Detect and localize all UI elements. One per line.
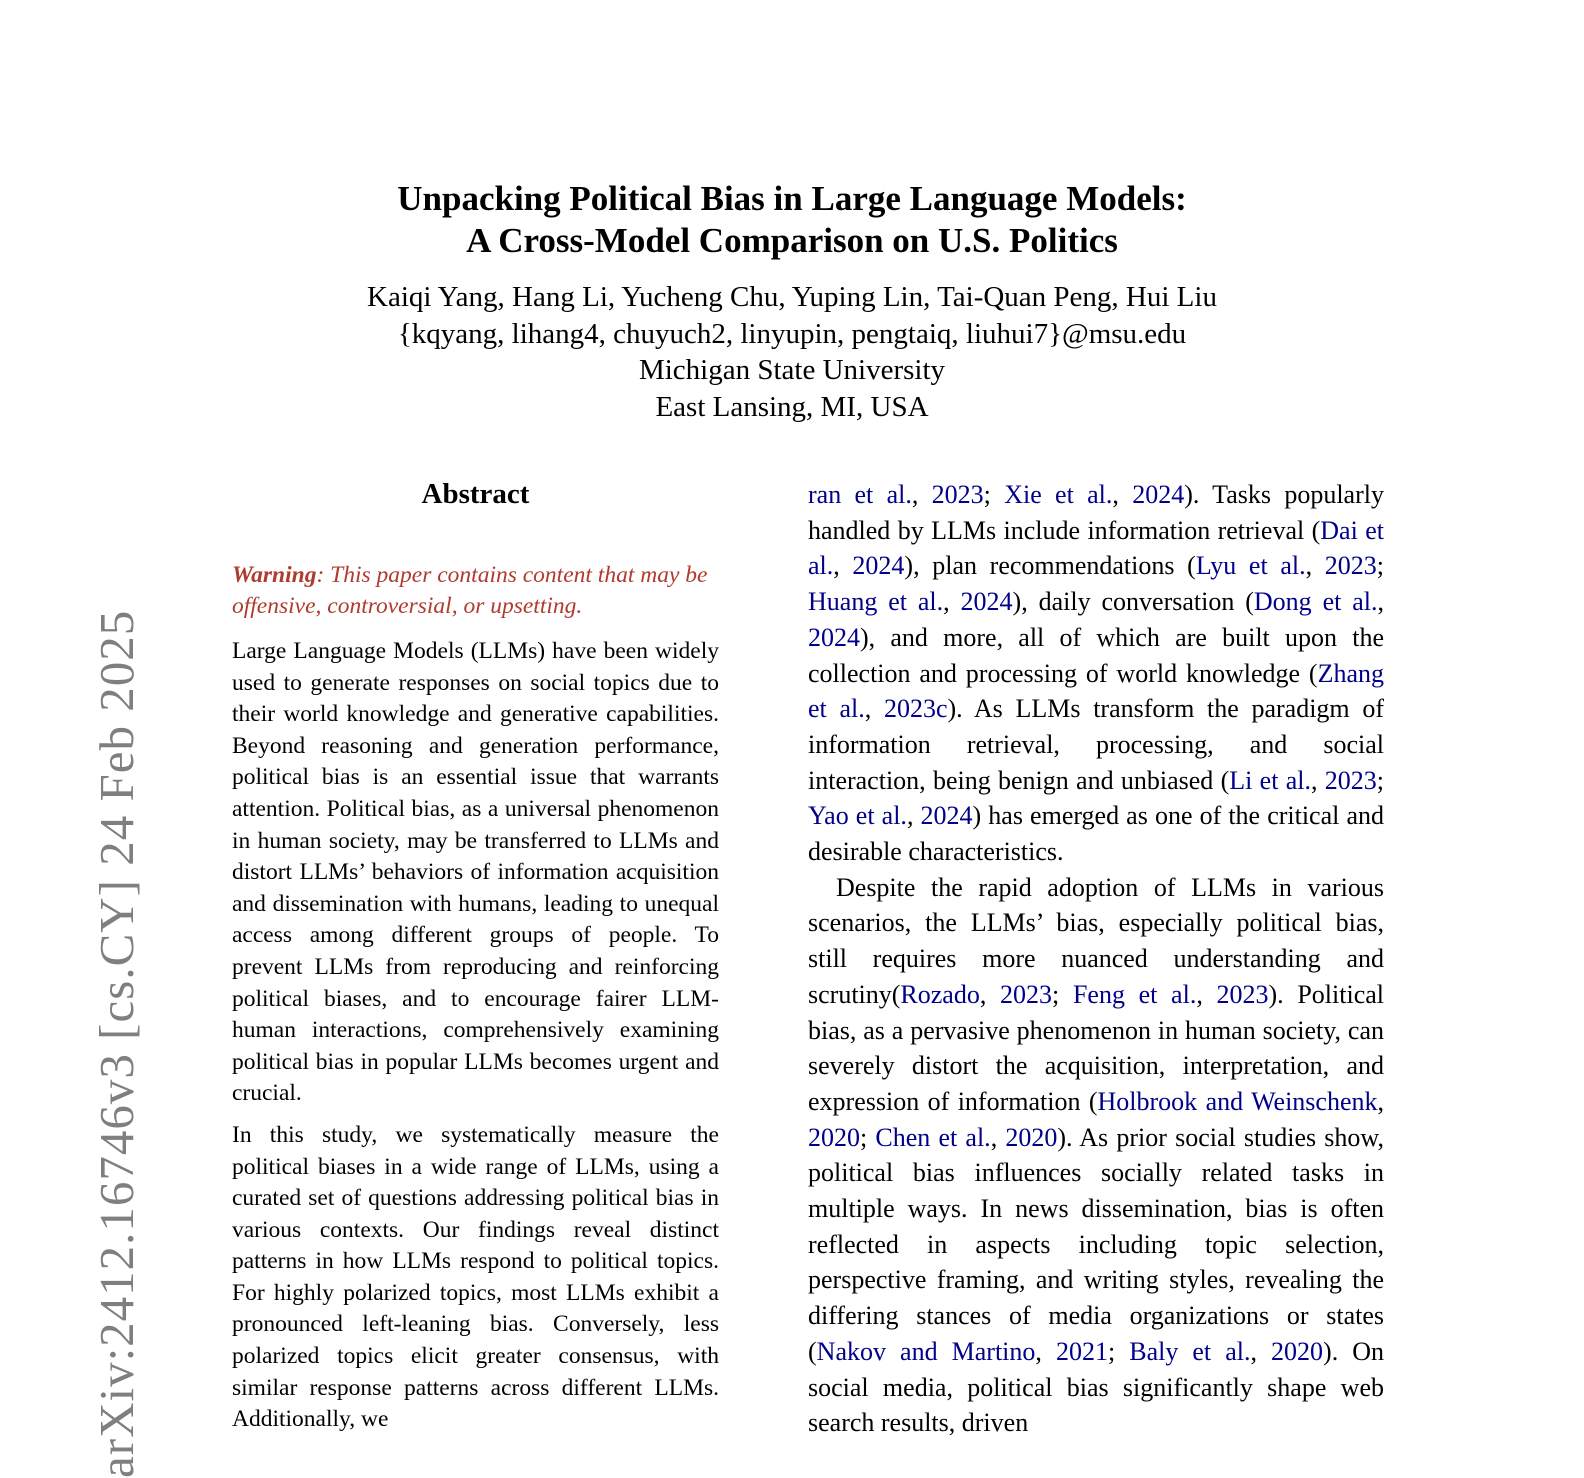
paragraph-text: , <box>1035 1336 1056 1366</box>
citation-link[interactable]: Li et al. <box>1229 765 1311 795</box>
paragraph-text: , <box>911 480 932 509</box>
citation-link[interactable]: Lyu et al. <box>1195 551 1306 581</box>
paragraph-text: , <box>906 801 921 831</box>
citation-link[interactable]: Rozado <box>900 979 980 1009</box>
paragraph-text: Despite the rapid adoption of LLMs in various scenarios, the LLMs’ bias, especially political bias, still requires more nuanced understanding and scrutiny( <box>808 872 1384 1009</box>
author-emails: {kqyang, lihang4, chuyuch2, linyupin, pengtaiq, liuhui7}@msu.edu <box>397 317 1187 350</box>
citation-link[interactable]: 2024 <box>920 801 973 831</box>
paragraph-text: ; <box>983 480 1005 509</box>
affiliation: Michigan State University <box>638 354 946 386</box>
citation-link[interactable]: Chen et al. <box>875 1122 991 1152</box>
citation-link[interactable]: 2023c <box>883 694 948 724</box>
content-warning <box>232 560 719 622</box>
warning-label: Warning <box>232 562 317 588</box>
author-list: Kaiqi Yang, Hang Li, Yucheng Chu, Yuping Lin, Tai-Quan Peng, Hui Liu <box>367 281 1217 313</box>
citation-link[interactable]: Zhang et al. <box>808 658 1384 724</box>
citation-link[interactable]: 2023 <box>1216 979 1269 1009</box>
title-line-1: Unpacking Political Bias in Large Language Models: <box>397 179 1187 218</box>
citation-link[interactable]: Feng et al. <box>1072 979 1197 1009</box>
paragraph-text: ; <box>860 1122 876 1152</box>
citation-link[interactable]: 2020 <box>808 1122 860 1152</box>
paragraph-text: ). As LLMs transform the paradigm of information retrieval, processing, and social interaction, being benign and unbiased ( <box>808 694 1384 795</box>
citation-link[interactable]: ran et al. <box>808 480 912 509</box>
paragraph-text: , <box>1377 587 1384 617</box>
paragraph-text: , <box>943 587 961 617</box>
citation-link[interactable]: Holbrook and Weinschenk <box>1097 1086 1378 1116</box>
abstract-paragraph-2: In this study, we systematically measure the political biases in a wide range of LLMs, using a curated set of questions addressing political bias in various contexts. Our findings reveal distinct patterns in how LLMs respond to political topics. For highly polarized topics, most LLMs exhibit a pronounced left-leaning bias. Conversely, less polarized topics elicit greater consensus, with similar response patterns across different LLMs. Additionally, we <box>232 1121 719 1433</box>
citation-link[interactable]: Nakov and Martino <box>816 1336 1036 1366</box>
citation-link[interactable]: 2024 <box>852 551 905 581</box>
left-column <box>232 474 719 1478</box>
citation-link[interactable]: 2024 <box>808 622 860 652</box>
paper-header <box>0 178 1584 425</box>
paragraph-text: , <box>979 979 1001 1009</box>
paragraph-text: ; <box>1107 1336 1130 1366</box>
paragraph-text: , <box>1310 765 1325 795</box>
arxiv-identifier-stamp: arXiv:2412.16746v3 [cs.CY] 24 Feb 2025 <box>89 609 144 1478</box>
paragraph-text: ; <box>1376 551 1384 581</box>
title-line-2: A Cross-Model Comparison on U.S. Politics <box>466 221 1118 260</box>
citation-link[interactable]: 2021 <box>1055 1336 1108 1366</box>
citation-link[interactable]: Huang et al. <box>808 587 944 617</box>
citation-link[interactable]: Dai et al. <box>808 515 1384 581</box>
paragraph-text: ). On social media, political bias significantly shape web search results, driven <box>808 1336 1384 1438</box>
citation-link[interactable]: 2024 <box>960 587 1013 617</box>
paragraph-text: ), and more, all of which are built upon the collection and processing of world knowledge ( <box>808 622 1384 688</box>
citation-link[interactable]: Baly et al. <box>1129 1336 1251 1366</box>
citation-link[interactable]: 2024 <box>1132 480 1185 509</box>
citation-link[interactable]: 2023 <box>1000 979 1053 1009</box>
citation-link[interactable]: 2020 <box>1271 1336 1324 1366</box>
paragraph-text: , <box>864 694 884 724</box>
warning-text: : This paper contains content that may be offensive, controversial, or upsetting. <box>232 562 708 619</box>
citation-link[interactable]: Dong et al. <box>1253 587 1378 617</box>
intro-paragraph-1 <box>808 477 1384 870</box>
paragraph-text: ; <box>1052 979 1073 1009</box>
paragraph-text: ) has emerged as one of the critical and desirable characteristics. <box>808 801 1384 867</box>
paragraph-text: ). As prior social studies show, political bias influences socially related tasks in multiple ways. In news dissemination, bias is often reflected in aspects including topic selection, perspective framing, and writing styles, revealing the differing stances of media organizations or states ( <box>808 1122 1384 1366</box>
paragraph-text: , <box>1377 1086 1384 1116</box>
paragraph-text: , <box>1112 480 1133 509</box>
paragraph-text: ). Tasks popularly handled by LLMs include information retrieval ( <box>808 480 1384 545</box>
paper-title <box>0 178 1584 262</box>
paragraph-text: , <box>833 551 853 581</box>
paragraph-text: , <box>1196 979 1217 1009</box>
right-column <box>808 477 1384 1478</box>
abstract-paragraph-1: Large Language Models (LLMs) have been widely used to generate responses on social topics due to their world knowledge and generative capabilities. Beyond reasoning and generation performance, political bias is an essential issue that warrants attention. Political bias, as a universal phenomenon in human society, may be transferred to LLMs and distort LLMs’ behaviors of information acquisition and dissemination with humans, leading to unequal access among different groups of people. To prevent LLMs from reproducing and reinforcing political biases, and to encourage fairer LLM-human interactions, comprehensively examining political bias in popular LLMs becomes urgent and crucial. <box>232 638 719 1107</box>
citation-link[interactable]: 2023 <box>1324 551 1377 581</box>
citation-link[interactable]: 2023 <box>1324 765 1377 795</box>
paragraph-text: ), plan recommendations ( <box>904 551 1196 581</box>
abstract-heading: Abstract <box>421 478 530 510</box>
paragraph-text: , <box>1250 1336 1272 1366</box>
affiliation-location: East Lansing, MI, USA <box>655 390 929 423</box>
citation-link[interactable]: 2023 <box>931 480 984 509</box>
citation-link[interactable]: Yao et al. <box>808 801 907 831</box>
citation-link[interactable]: 2020 <box>1005 1122 1058 1152</box>
paragraph-text: ), daily conversation ( <box>1012 587 1254 617</box>
intro-paragraph-2 <box>808 870 1384 1441</box>
paragraph-text: , <box>1305 551 1325 581</box>
citation-link[interactable]: Xie et al. <box>1004 480 1113 509</box>
paragraph-text: , <box>990 1122 1006 1152</box>
paragraph-text: ; <box>1376 765 1384 795</box>
paragraph-text: ). Political bias, as a pervasive phenomenon in human society, can severely distort the acquisition, interpretation, and expression of information ( <box>808 979 1384 1116</box>
